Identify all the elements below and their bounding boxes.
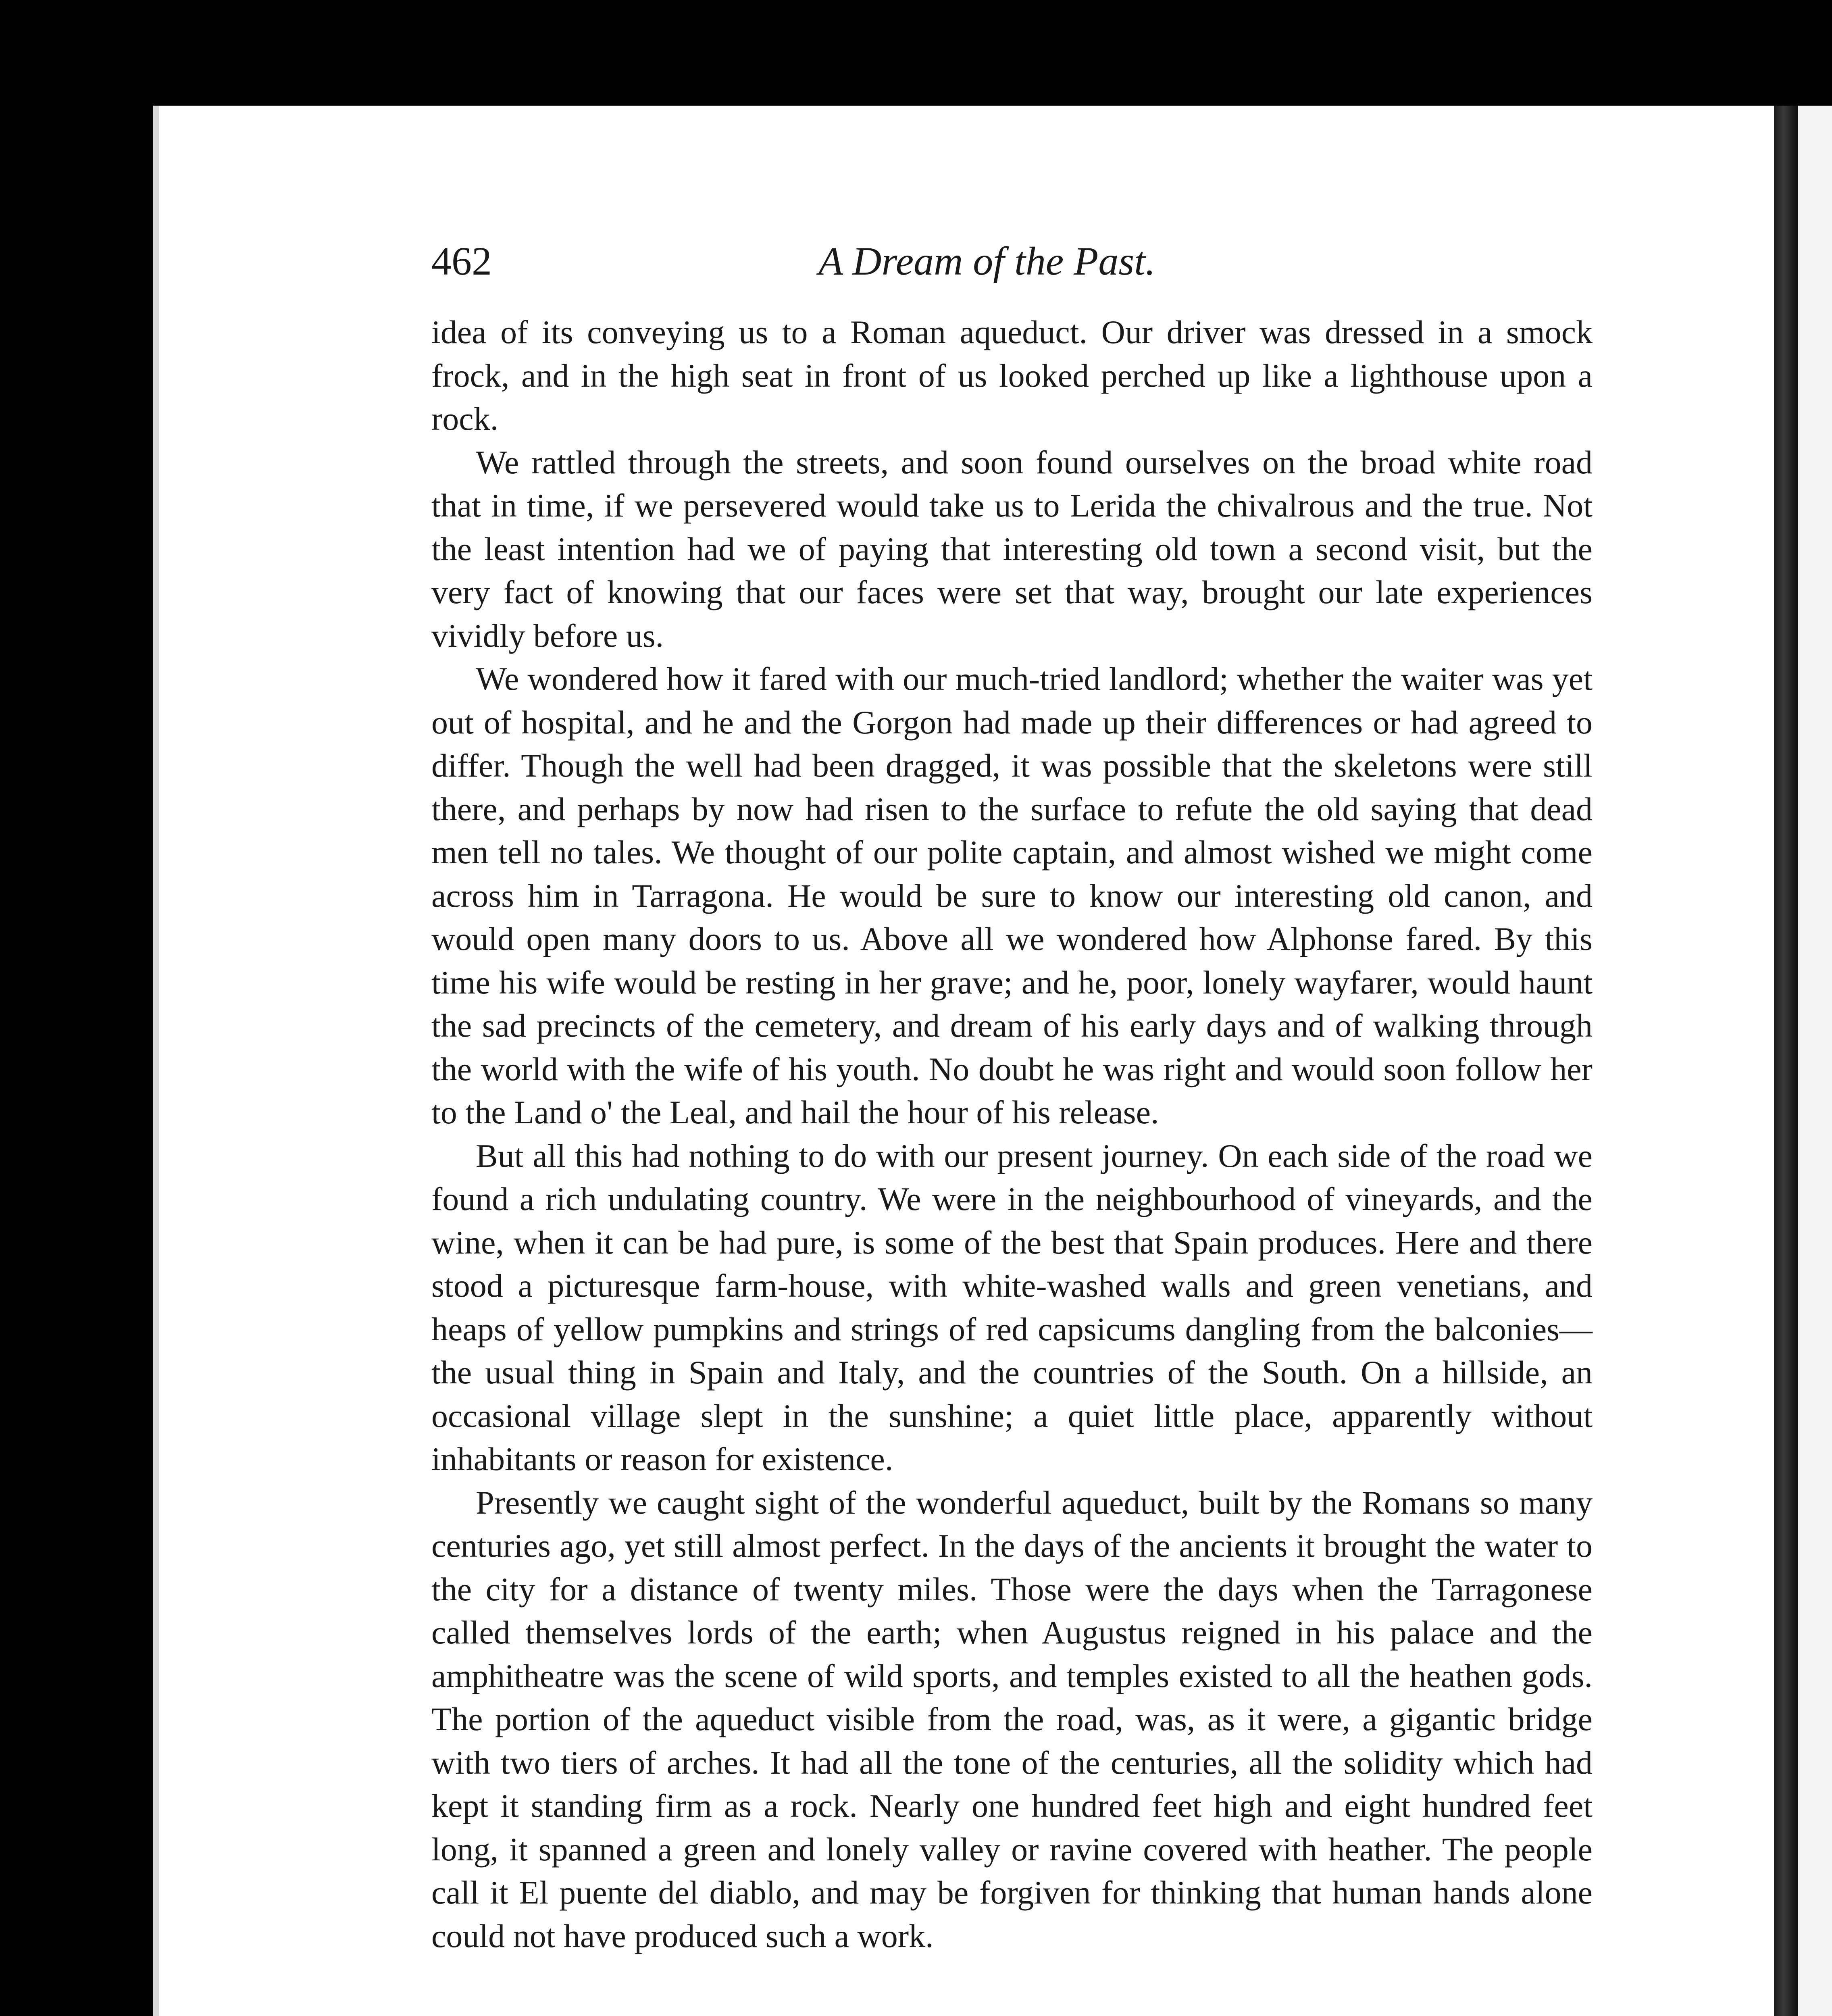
- page-number: 462: [431, 239, 492, 283]
- paragraph-3: We wondered how it fared with our much-tried landlord; whether the waiter was yet out of hospital, and he and the Gorgon had made up their differences or had agreed to differ. Though the well had been dragged, it was possible that the skeletons were still there, and perhaps by now had risen to the surface to refute the old saying that dead men tell no tales. We thought of our polite captain, and almost wished we might come across him in Tarragona. He would be sure to know our interesting old canon, and would open many doors to us. Above all we wondered how Alphonse fared. By this time his wife would be resting in her grave; and he, poor, lonely wayfarer, would haunt the sad precincts of the cemetery, and dream of his early days and of walking through the world with the wife of his youth. No doubt he was right and would soon follow her to the Land o' the Leal, and hail the hour of his release.: [431, 660, 1593, 1131]
- page-header: [431, 238, 1234, 286]
- body-text: [431, 310, 1593, 1958]
- adjacent-page-edge: [1798, 106, 1832, 2016]
- paragraph-4: But all this had nothing to do with our present journey. On each side of the road we found a rich undulating country. We were in the neighbourhood of vineyards, and the wine, when it can be had pure, is some of the best that Spain produces. Here and there stood a picturesque farm-house, with white-washed walls and green venetians, and heaps of yellow pumpkins and strings of red capsicums dangling from the balconies—the usual thing in Spain and Italy, and the countries of the South. On a hillside, an occasional village slept in the sunshine; a quiet little place, apparently without inhabitants or reason for existence.: [431, 1137, 1593, 1477]
- paragraph-1: idea of its conveying us to a Roman aqueduct. Our driver was dressed in a smock frock, and in the high seat in front of us looked perched up like a lighthouse upon a rock.: [431, 314, 1593, 437]
- paragraph-2: We rattled through the streets, and soon found ourselves on the broad white road that in time, if we persevered would take us to Lerida the chivalrous and the true. Not the least intention had we of paying that interesting old town a second visit, but the very fact of knowing that our faces were set that way, brought our late experiences vividly before us.: [431, 444, 1593, 654]
- book-spine: [1774, 106, 1798, 2016]
- paragraph-5: Presently we caught sight of the wonderful aqueduct, built by the Romans so many centuries ago, yet still almost perfect. In the days of the ancients it brought the water to the city for a distance of twenty miles. Those were the days when the Tarragonese called themselves lords of the earth; when Augustus reigned in his palace and the amphitheatre was the scene of wild sports, and temples existed to all the heathen gods. The portion of the aqueduct visible from the road, was, as it were, a gigantic bridge with two tiers of arches. It had all the tone of the centuries, all the solidity which had kept it standing firm as a rock. Nearly one hundred feet high and eight hundred feet long, it spanned a green and lonely valley or ravine covered with heather. The people call it El puente del diablo, and may be forgiven for thinking that human hands alone could not have produced such a work.: [431, 1484, 1593, 1954]
- running-title: A Dream of the Past.: [818, 239, 1156, 283]
